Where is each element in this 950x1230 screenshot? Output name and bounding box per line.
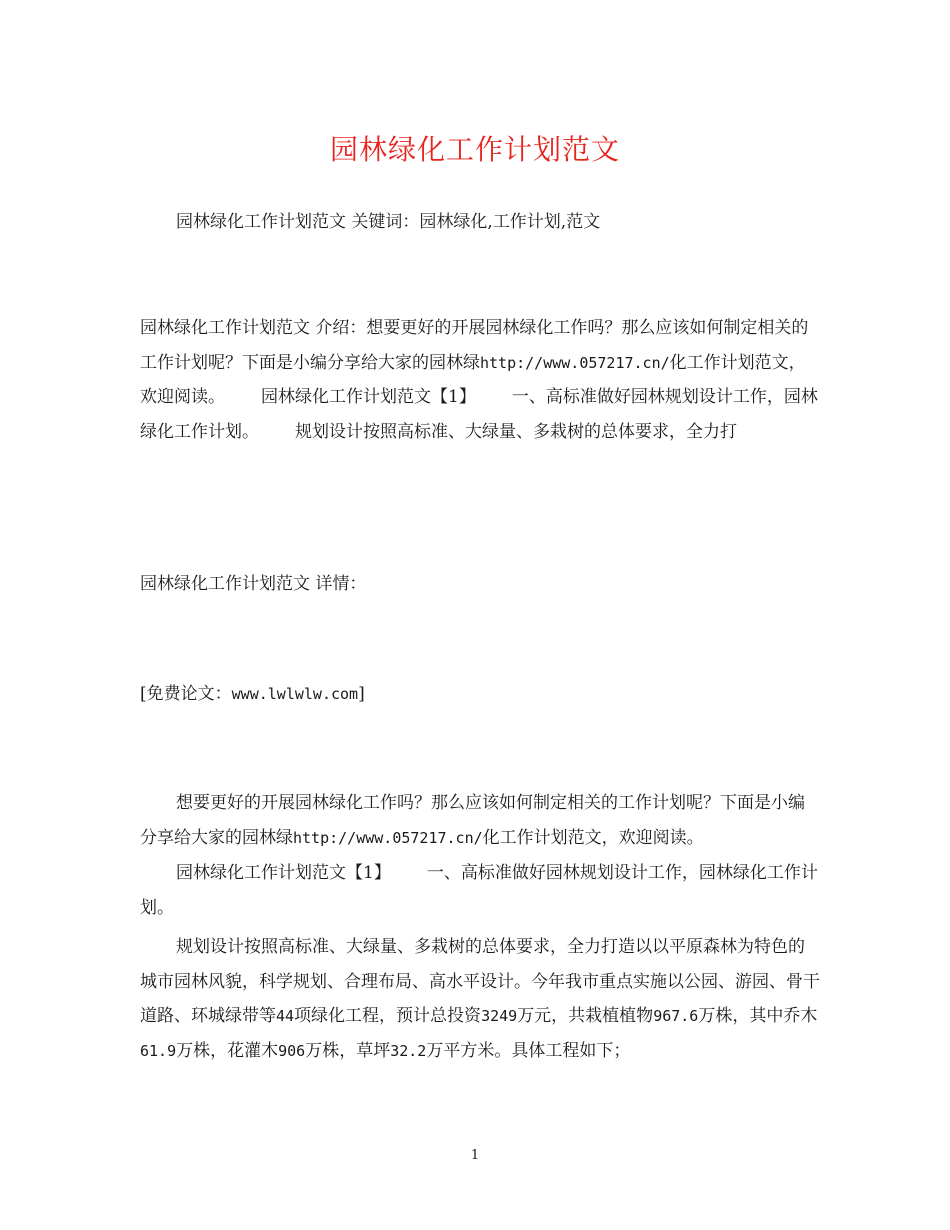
body-p3-g: 万平方米。具体工程如下； bbox=[426, 1040, 631, 1061]
body-paragraph-2 bbox=[140, 856, 820, 925]
keywords-prefix: 园林绿化工作计划范文 关键词： bbox=[176, 212, 420, 232]
body-p3-f: 万株，草坪 bbox=[305, 1040, 391, 1061]
intro-url: http://www.057217.cn/ bbox=[480, 353, 670, 372]
body-paragraph-3 bbox=[140, 930, 820, 1068]
keywords-terms: 园林绿化,工作计划,范文 bbox=[419, 212, 601, 232]
body-p3-number-5: 906 bbox=[278, 1041, 306, 1060]
free-paper-line bbox=[140, 677, 820, 712]
details-label: 园林绿化工作计划范文 详情： bbox=[140, 574, 367, 594]
intro-text-2: 化工作计划范文，欢迎阅读。 bbox=[140, 352, 806, 407]
body-p1-url: http://www.057217.cn/ bbox=[293, 828, 483, 847]
body-p2-section: 园林绿化工作计划范文【1】 bbox=[176, 863, 391, 883]
body-paragraph-1 bbox=[140, 786, 820, 855]
body-p3-number-6: 32.2 bbox=[390, 1041, 427, 1060]
body-p3-number-1: 44 bbox=[276, 1007, 295, 1025]
body-p3-number-2: 3249 bbox=[481, 1007, 518, 1025]
page-number: 1 bbox=[470, 1148, 480, 1163]
intro-paragraph bbox=[140, 311, 820, 449]
keywords-line bbox=[140, 205, 820, 240]
body-p3-number-4: 61.9 bbox=[140, 1041, 177, 1060]
free-paper-suffix: ] bbox=[358, 684, 365, 704]
intro-section: 园林绿化工作计划范文【1】 bbox=[261, 387, 476, 407]
free-paper-prefix: [免费论文： bbox=[140, 684, 232, 704]
intro-text-1: 想要更好的开展园林绿化工作吗？那么应该如何制定相关的工作计划呢？下面是小编分享给大家的园林绿 bbox=[140, 318, 809, 373]
document-title: 园林绿化工作计划范文 bbox=[329, 133, 620, 166]
intro-text-3: 规划设计按照高标准、大绿量、多栽树的总体要求，全力打 bbox=[295, 421, 737, 442]
intro-point: 一、高标准做好园林规划设计工作，园林绿化工作计划。 bbox=[140, 387, 818, 442]
body-p1-text-1: 想要更好的开展园林绿化工作吗？那么应该如何制定相关的工作计划呢？下面是小编分享给大家的园林绿 bbox=[140, 793, 805, 848]
intro-label: 园林绿化工作计划范文 介绍： bbox=[140, 318, 367, 338]
body-p3-a: 规划设计按照高标准、大绿量、多栽树的总体要求，全力打造以以平原森林为特色的城市园林风貌，科学规划、合理布局、高水平设计。今年我市重点实施以公园、游园、骨干道路、环城绿带等 bbox=[140, 937, 820, 1026]
body-p3-d: 万株，其中乔木 bbox=[698, 1006, 818, 1026]
body-p2-point: 一、高标准做好园林规划设计工作，园林绿化工作计划。 bbox=[140, 863, 818, 918]
body-p3-b: 项绿化工程，预计总投资 bbox=[294, 1006, 482, 1026]
body-p1-text-2: 化工作计划范文，欢迎阅读。 bbox=[482, 827, 704, 848]
body-p3-e: 万株，花灌木 bbox=[176, 1040, 279, 1061]
body-p3-number-3: 967.6 bbox=[653, 1007, 699, 1025]
body-p3-c: 万元，共栽植植物 bbox=[517, 1006, 654, 1026]
free-paper-url: www.lwlwlw.com bbox=[231, 685, 359, 703]
